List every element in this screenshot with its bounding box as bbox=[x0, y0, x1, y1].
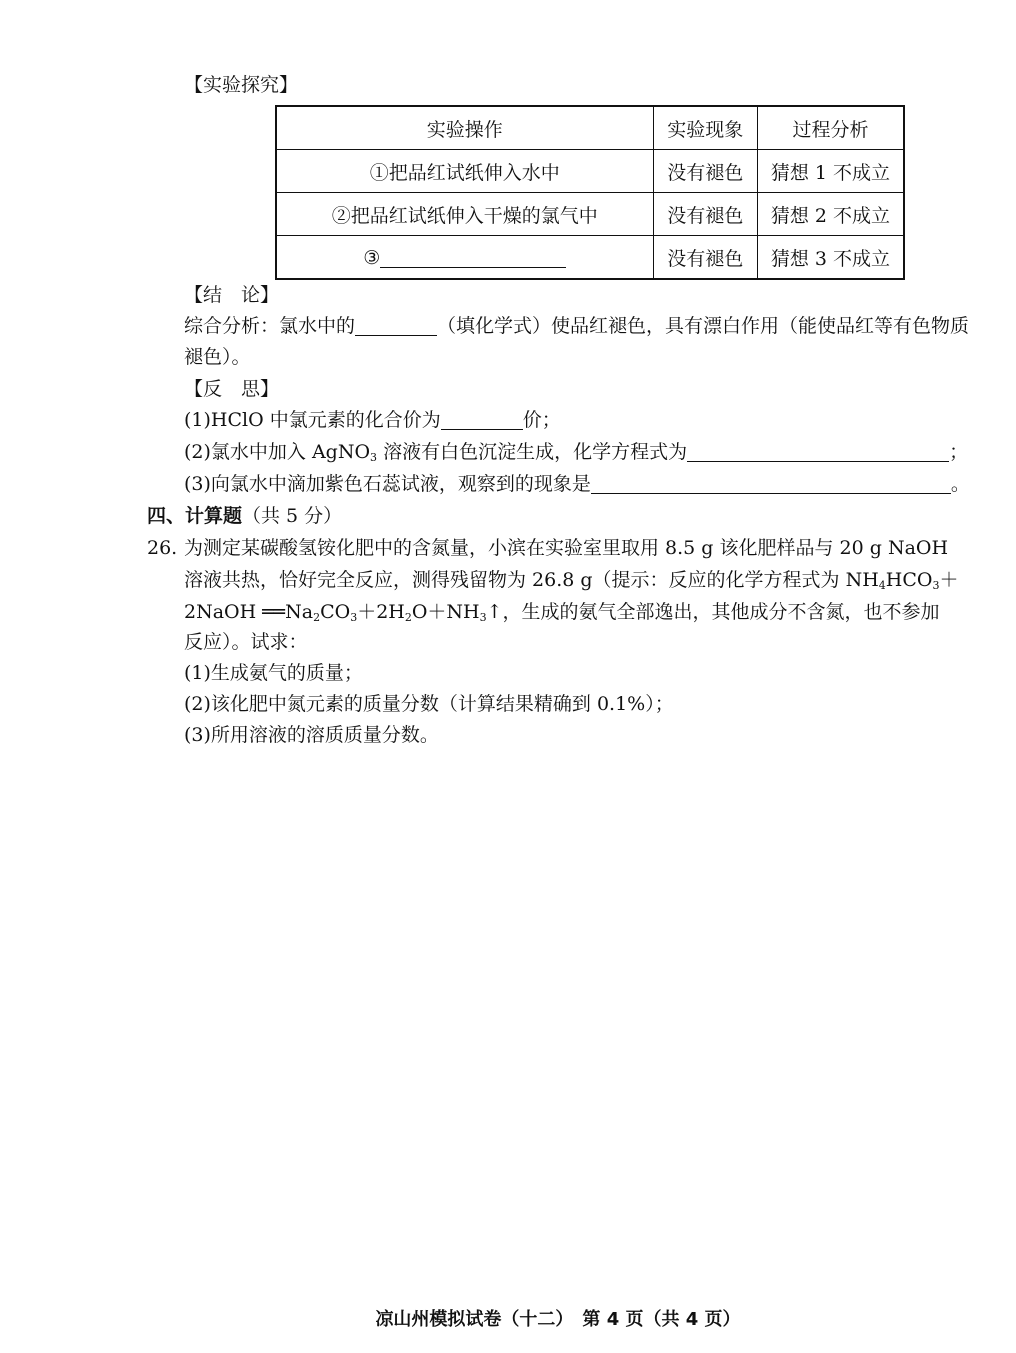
reflection-q1 bbox=[184, 405, 561, 435]
reflection-q2-end: ； bbox=[949, 441, 969, 463]
reflection-q3-a: (3)向氯水中滴加紫色石蕊试液，观察到的现象是 bbox=[184, 473, 591, 495]
conclusion-text bbox=[184, 311, 996, 373]
experiment-heading: 【实验探究】 bbox=[184, 74, 299, 96]
table-header-row bbox=[276, 106, 904, 150]
q26-line4: 反应）。试求： bbox=[184, 631, 308, 653]
q26-line3-d: O＋NH bbox=[411, 601, 480, 623]
q26-line3-b: CO bbox=[320, 601, 351, 623]
row2-analysis: 猜想 2 不成立 bbox=[757, 193, 904, 236]
q26-line3-sub4: 3 bbox=[479, 611, 487, 624]
q26-line3-sub1: 2 bbox=[313, 611, 321, 624]
conclusion-text-a: 综合分析：氯水中的 bbox=[184, 315, 356, 337]
conclusion-formula-blank[interactable] bbox=[355, 313, 437, 336]
conclusion-text-b: （填化学式）使品红褪色，具有漂白作用（能使品红等有色物质 bbox=[437, 315, 970, 337]
q26-line3-sub2: 3 bbox=[350, 611, 358, 624]
q26-line3-c: ＋2H bbox=[357, 601, 405, 623]
row3-operation-label: ③ bbox=[363, 247, 381, 269]
q26-sub2: (2)该化肥中氮元素的质量分数（计算结果精确到 0.1%）； bbox=[184, 693, 674, 715]
q26-line2-b: HCO bbox=[885, 569, 933, 591]
q26-line3-sub3: 2 bbox=[404, 611, 412, 624]
reflection-q2-b: 溶液有白色沉淀生成，化学方程式为 bbox=[377, 441, 688, 463]
q26-line2-a: 溶液共热，恰好完全反应，测得残留物为 26.8 g（提示：反应的化学方程式为 NH bbox=[184, 569, 879, 591]
row2-phenomenon: 没有褪色 bbox=[653, 193, 757, 236]
reflection-q2-a: (2)氯水中加入 AgNO bbox=[184, 441, 371, 463]
reflection-heading: 【反 思】 bbox=[184, 378, 280, 400]
reflection-q1-a: (1)HClO 中氯元素的化合价为 bbox=[184, 409, 441, 431]
row3-answer-blank[interactable] bbox=[380, 245, 566, 268]
row3-phenomenon: 没有褪色 bbox=[653, 236, 757, 280]
q26-line2-sub1: 4 bbox=[878, 579, 886, 592]
q26-line1: 为测定某碳酸氢铵化肥中的含氮量，小滨在实验室里取用 8.5 g 该化肥样品与 20 g NaOH bbox=[184, 537, 949, 559]
q26-line2-c: ＋ bbox=[939, 569, 959, 591]
q26-line2-sub2: 3 bbox=[932, 579, 940, 592]
experiment-table bbox=[275, 105, 905, 280]
section4-note: （共 5 分） bbox=[242, 505, 343, 527]
row3-analysis: 猜想 3 不成立 bbox=[757, 236, 904, 280]
row1-phenomenon: 没有褪色 bbox=[653, 150, 757, 193]
reflection-q2 bbox=[184, 437, 968, 473]
q26-sub3: (3)所用溶液的溶质质量分数。 bbox=[184, 724, 439, 746]
valence-blank[interactable] bbox=[441, 407, 523, 430]
row2-operation: ②把品红试纸伸入干燥的氯气中 bbox=[276, 193, 653, 236]
conclusion-heading: 【结 论】 bbox=[184, 284, 280, 306]
table-row bbox=[276, 193, 904, 236]
reflection-q3 bbox=[184, 469, 970, 499]
section4-title: 四、计算题 bbox=[147, 505, 243, 527]
table-row bbox=[276, 236, 904, 280]
reflection-q2-sub: 3 bbox=[370, 451, 378, 464]
q26-sub1: (1)生成氨气的质量； bbox=[184, 662, 363, 684]
table-row bbox=[276, 150, 904, 193]
section4-heading bbox=[147, 501, 342, 531]
equation-blank[interactable] bbox=[687, 439, 949, 462]
header-analysis: 过程分析 bbox=[757, 106, 904, 150]
reflection-q1-b: 价； bbox=[522, 409, 561, 431]
row1-operation: ①把品红试纸伸入水中 bbox=[276, 150, 653, 193]
q26-line3-a: 2NaOH ══Na bbox=[184, 601, 314, 623]
row3-operation bbox=[276, 236, 653, 280]
conclusion-text-c: 褪色）。 bbox=[184, 346, 251, 368]
header-operation: 实验操作 bbox=[276, 106, 653, 150]
q26-line3-e: ↑，生成的氨气全部逸出，其他成分不含氮，也不参加 bbox=[486, 601, 940, 623]
reflection-q3-end: 。 bbox=[950, 473, 970, 495]
page-footer: 凉山州模拟试卷（十二） 第 4 页（共 4 页） bbox=[375, 1309, 741, 1330]
q26-number: 26. bbox=[147, 537, 178, 559]
q26-line2 bbox=[184, 565, 959, 601]
row1-analysis: 猜想 1 不成立 bbox=[757, 150, 904, 193]
phenomenon-blank[interactable] bbox=[591, 471, 951, 494]
header-phenomenon: 实验现象 bbox=[653, 106, 757, 150]
